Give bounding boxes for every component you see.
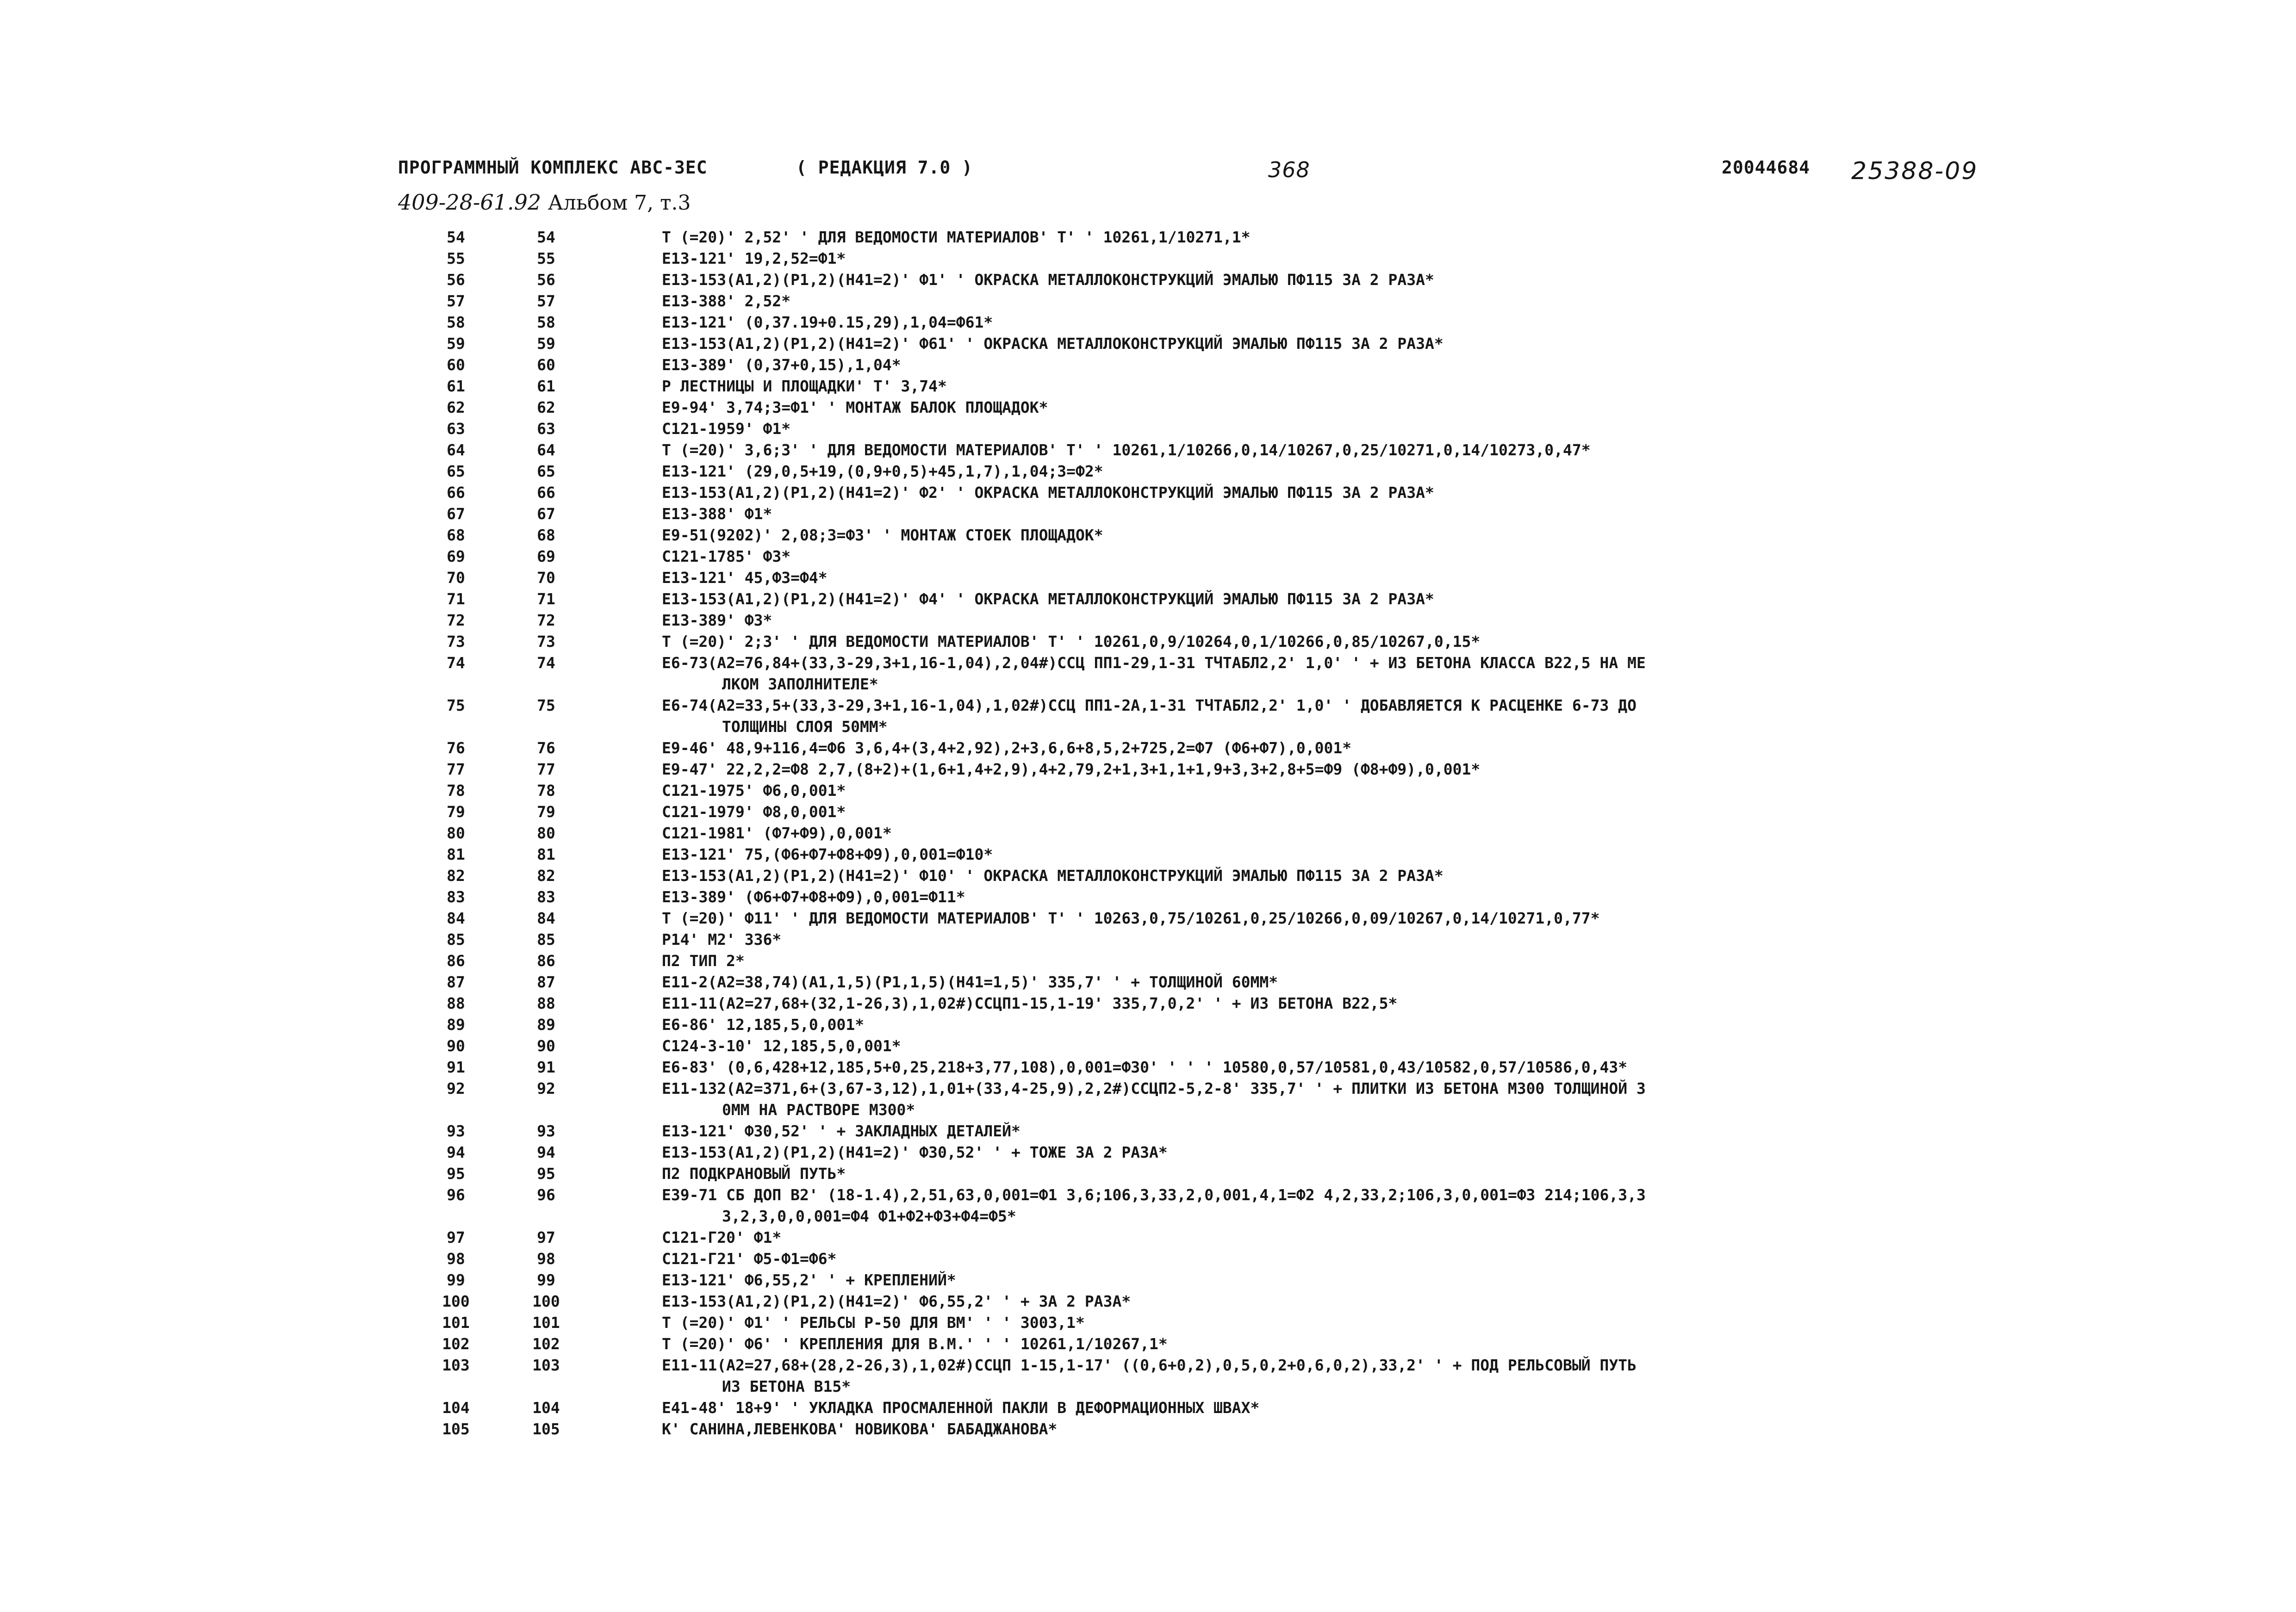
statement-number: 69: [537, 547, 555, 565]
line-number: 75: [447, 696, 465, 714]
statement-continuation: ТОЛЩИНЫ СЛОЯ 50ММ*: [722, 718, 888, 736]
listing-row: [0, 1035, 2036, 1057]
edition-label: ( РЕДАКЦИЯ 7.0 ): [796, 157, 973, 178]
line-number: 99: [447, 1271, 465, 1289]
statement-number: 94: [537, 1143, 555, 1161]
statement-number: 66: [537, 484, 555, 502]
statement-text: Т (=20)' 2;3' ' ДЛЯ ВЕДОМОСТИ МАТЕРИАЛОВ' Т' ' 10261,0,9/10264,0,1/10266,0,85/10267,0,15*: [662, 632, 1481, 651]
page-number: 368: [1268, 157, 1310, 182]
listing-row: [0, 652, 2036, 695]
statement-text: Е9-46' 48,9+116,4=Ф6 3,6,4+(3,4+2,92),2+3,6,6+8,5,2+725,2=Ф7 (Ф6+Ф7),0,001*: [662, 739, 1352, 757]
handwritten-doc-number: 25388-09: [1851, 157, 1979, 185]
line-number: 61: [447, 377, 465, 395]
document-code: 20044684: [1722, 157, 1811, 178]
listing-row: [0, 1355, 2036, 1397]
statement-number: 74: [537, 654, 555, 672]
listing-row: [0, 354, 2036, 376]
line-number: 96: [447, 1186, 465, 1204]
listing-row: [0, 1333, 2036, 1355]
statement-number: 67: [537, 505, 555, 523]
statement-text: Е13-153(А1,2)(Р1,2)(Н41=2)' Ф4' ' ОКРАСКА МЕТАЛЛОКОНСТРУКЦИЙ ЭМАЛЬЮ ПФ115 ЗА 2 РАЗА*: [662, 590, 1434, 608]
line-number: 83: [447, 888, 465, 906]
statement-text: Е13-121' Ф6,55,2' ' + КРЕПЛЕНИЙ*: [662, 1271, 956, 1289]
listing-row: [0, 312, 2036, 333]
statement-text: Е13-121' Ф30,52' ' + ЗАКЛАДНЫХ ДЕТАЛЕЙ*: [662, 1122, 1020, 1140]
line-number: 65: [447, 462, 465, 480]
line-number: 88: [447, 994, 465, 1012]
statement-number: 71: [537, 590, 555, 608]
statement-number: 105: [532, 1420, 560, 1438]
statement-text: С121-1979' Ф8,0,001*: [662, 803, 846, 821]
listing-row: [0, 908, 2036, 929]
line-number: 101: [442, 1314, 470, 1332]
line-number: 90: [447, 1037, 465, 1055]
line-number: 80: [447, 824, 465, 842]
statement-number: 99: [537, 1271, 555, 1289]
statement-text: П2 ТИП 2*: [662, 952, 745, 970]
line-number: 98: [447, 1250, 465, 1268]
line-number: 64: [447, 441, 465, 459]
statement-text: Е13-153(А1,2)(Р1,2)(Н41=2)' Ф10' ' ОКРАСКА МЕТАЛЛОКОНСТРУКЦИЙ ЭМАЛЬЮ ПФ115 ЗА 2 РАЗА*: [662, 867, 1444, 885]
line-number: 79: [447, 803, 465, 821]
listing-row: [0, 801, 2036, 823]
statement-text: Е9-94' 3,74;3=Ф1' ' МОНТАЖ БАЛОК ПЛОЩАДОК*: [662, 398, 1048, 416]
line-number: 78: [447, 781, 465, 800]
line-number: 73: [447, 632, 465, 651]
line-number: 71: [447, 590, 465, 608]
statement-text: Е13-389' (0,37+0,15),1,04*: [662, 356, 901, 374]
listing-row: [0, 546, 2036, 567]
listing-row: [0, 1078, 2036, 1121]
line-number: 54: [447, 228, 465, 246]
statement-text: П2 ПОДКРАНОВЫЙ ПУТЬ*: [662, 1165, 846, 1183]
statement-number: 64: [537, 441, 555, 459]
statement-text: Е13-153(А1,2)(Р1,2)(Н41=2)' Ф1' ' ОКРАСКА МЕТАЛЛОКОНСТРУКЦИЙ ЭМАЛЬЮ ПФ115 ЗА 2 РАЗА*: [662, 271, 1434, 289]
statement-number: 83: [537, 888, 555, 906]
album-reference: [398, 190, 691, 215]
listing-row: [0, 503, 2036, 525]
line-number: 76: [447, 739, 465, 757]
listing-row: [0, 291, 2036, 312]
statement-number: 75: [537, 696, 555, 714]
statement-number: 57: [537, 292, 555, 310]
listing-row: [0, 780, 2036, 801]
statement-text: Е41-48' 18+9' ' УКЛАДКА ПРОСМАЛЕННОЙ ПАКЛИ В ДЕФОРМАЦИОННЫХ ШВАХ*: [662, 1399, 1260, 1417]
line-number: 103: [442, 1356, 470, 1374]
listing-row: [0, 1163, 2036, 1184]
line-number: 55: [447, 249, 465, 267]
statement-text: С124-3-10' 12,185,5,0,001*: [662, 1037, 901, 1055]
statement-text: Р ЛЕСТНИЦЫ И ПЛОЩАДКИ' Т' 3,74*: [662, 377, 947, 395]
statement-text: Е13-389' (Ф6+Ф7+Ф8+Ф9),0,001=Ф11*: [662, 888, 965, 906]
line-number: 62: [447, 398, 465, 416]
statement-text: Т (=20)' 2,52' ' ДЛЯ ВЕДОМОСТИ МАТЕРИАЛОВ' Т' ' 10261,1/10271,1*: [662, 228, 1251, 246]
statement-text: Е39-71 СБ ДОП В2' (18-1.4),2,51,63,0,001=Ф1 3,6;106,3,33,2,0,001,4,1=Ф2 4,2,33,2;106,3,0,001=Ф3 214;106,3,3: [662, 1186, 1646, 1204]
line-number: 86: [447, 952, 465, 970]
listing-row: [0, 227, 2036, 248]
listing-row: [0, 1291, 2036, 1312]
statement-text: Р14' М2' 336*: [662, 930, 782, 949]
statement-text: Е6-73(А2=76,84+(33,3-29,3+1,16-1,04),2,04#)ССЦ ПП1-29,1-31 ТЧТАБЛ2,2' 1,0' ' + ИЗ БЕТОНА КЛАССА В22,5 НА МЕ: [662, 654, 1646, 672]
statement-text: Е13-121' (29,0,5+19,(0,9+0,5)+45,1,7),1,04;3=Ф2*: [662, 462, 1103, 480]
line-number: 57: [447, 292, 465, 310]
listing-row: [0, 269, 2036, 291]
statement-text: Е11-2(А2=38,74)(А1,1,5)(Р1,1,5)(Н41=1,5)' 335,7' ' + ТОЛЩИНОЙ 60ММ*: [662, 973, 1278, 991]
statement-number: 76: [537, 739, 555, 757]
listing-row: [0, 759, 2036, 780]
statement-number: 62: [537, 398, 555, 416]
statement-number: 82: [537, 867, 555, 885]
statement-text: Е11-132(А2=371,6+(3,67-3,12),1,01+(33,4-25,9),2,2#)ССЦП2-5,2-8' 335,7' ' + ПЛИТКИ ИЗ БЕТОНА М300 ТОЛЩИНОЙ 3: [662, 1079, 1646, 1097]
line-number: 105: [442, 1420, 470, 1438]
page-header: [398, 157, 2027, 190]
listing-row: [0, 525, 2036, 546]
listing-row: [0, 1227, 2036, 1248]
line-number: 60: [447, 356, 465, 374]
statement-text: Е13-121' 75,(Ф6+Ф7+Ф8+Ф9),0,001=Ф10*: [662, 845, 993, 863]
statement-text: Е13-389' Ф3*: [662, 611, 772, 629]
statement-number: 81: [537, 845, 555, 863]
listing-row: [0, 1184, 2036, 1227]
statement-number: 98: [537, 1250, 555, 1268]
listing-row: [0, 950, 2036, 972]
listing-row: [0, 1121, 2036, 1142]
statement-number: 55: [537, 249, 555, 267]
statement-number: 91: [537, 1058, 555, 1076]
listing-row: [0, 972, 2036, 993]
project-code: 409-28-61.92: [398, 190, 541, 215]
listing-row: [0, 589, 2036, 610]
statement-text: Е11-11(А2=27,68+(32,1-26,3),1,02#)ССЦП1-15,1-19' 335,7,0,2' ' + ИЗ БЕТОНА В22,5*: [662, 994, 1398, 1012]
listing-row: [0, 1142, 2036, 1163]
listing-row: [0, 1397, 2036, 1419]
listing-row: [0, 929, 2036, 950]
program-title: ПРОГРАММНЫЙ КОМПЛЕКС АВС-3ЕС: [398, 157, 708, 178]
statement-number: 61: [537, 377, 555, 395]
statement-number: 101: [532, 1314, 560, 1332]
statement-text: С121-1981' (Ф7+Ф9),0,001*: [662, 824, 892, 842]
statement-text: Т (=20)' 3,6;3' ' ДЛЯ ВЕДОМОСТИ МАТЕРИАЛОВ' Т' ' 10261,1/10266,0,14/10267,0,25/10271,0,14/10273,0,47*: [662, 441, 1591, 459]
statement-number: 95: [537, 1165, 555, 1183]
line-number: 93: [447, 1122, 465, 1140]
statement-text: Е6-83' (0,6,428+12,185,5+0,25,218+3,77,108),0,001=Ф30' ' ' ' 10580,0,57/10581,0,43/10582,0,57/10586,0,43*: [662, 1058, 1628, 1076]
statement-text: Е13-153(А1,2)(Р1,2)(Н41=2)' Ф2' ' ОКРАСКА МЕТАЛЛОКОНСТРУКЦИЙ ЭМАЛЬЮ ПФ115 ЗА 2 РАЗА*: [662, 484, 1434, 502]
statement-text: Е13-153(А1,2)(Р1,2)(Н41=2)' Ф30,52' ' + ТОЖЕ ЗА 2 РАЗА*: [662, 1143, 1168, 1161]
line-number: 77: [447, 760, 465, 778]
listing-row: [0, 695, 2036, 738]
line-number: 85: [447, 930, 465, 949]
statement-number: 93: [537, 1122, 555, 1140]
statement-text: К' САНИНА,ЛЕВЕНКОВА' НОВИКОВА' БАБАДЖАНОВА*: [662, 1420, 1058, 1438]
statement-number: 60: [537, 356, 555, 374]
line-number: 104: [442, 1399, 470, 1417]
statement-text: С121-1785' Ф3*: [662, 547, 791, 565]
statement-continuation: 3,2,3,0,0,001=Ф4 Ф1+Ф2+Ф3+Ф4=Ф5*: [722, 1207, 1016, 1225]
statement-text: С121-1959' Ф1*: [662, 420, 791, 438]
statement-text: Е13-121' (0,37.19+0.15,29),1,04=Ф61*: [662, 313, 993, 331]
listing-row: [0, 844, 2036, 865]
listing-row: [0, 1270, 2036, 1291]
line-number: 56: [447, 271, 465, 289]
statement-number: 90: [537, 1037, 555, 1055]
statement-text: Е6-74(А2=33,5+(33,3-29,3+1,16-1,04),1,02#)ССЦ ПП1-2А,1-31 ТЧТАБЛ2,2' 1,0' ' ДОБАВЛЯЕТСЯ К РАСЦЕНКЕ 6-73 ДО: [662, 696, 1636, 714]
line-number: 74: [447, 654, 465, 672]
line-number: 95: [447, 1165, 465, 1183]
line-number: 97: [447, 1228, 465, 1246]
statement-text: Т (=20)' Ф1' ' РЕЛЬСЫ Р-50 ДЛЯ ВМ' ' ' 3003,1*: [662, 1314, 1085, 1332]
statement-number: 86: [537, 952, 555, 970]
listing-row: [0, 397, 2036, 418]
statement-text: С121-Г20' Ф1*: [662, 1228, 782, 1246]
statement-number: 96: [537, 1186, 555, 1204]
statement-number: 54: [537, 228, 555, 246]
statement-text: Е11-11(А2=27,68+(28,2-26,3),1,02#)ССЦП 1-15,1-17' ((0,6+0,2),0,5,0,2+0,6,0,2),33,2' ' + ПОД РЕЛЬСОВЫЙ ПУТЬ: [662, 1356, 1636, 1374]
statement-number: 56: [537, 271, 555, 289]
listing-row: [0, 1057, 2036, 1078]
listing-row: [0, 567, 2036, 589]
listing-row: [0, 482, 2036, 503]
line-number: 92: [447, 1079, 465, 1097]
statement-number: 102: [532, 1335, 560, 1353]
line-number: 58: [447, 313, 465, 331]
listing-row: [0, 1248, 2036, 1270]
line-number: 87: [447, 973, 465, 991]
line-number: 70: [447, 569, 465, 587]
statement-number: 85: [537, 930, 555, 949]
statement-text: Е9-47' 22,2,2=Ф8 2,7,(8+2)+(1,6+1,4+2,9),4+2,79,2+1,3+1,1+1,9+3,3+2,8+5=Ф9 (Ф8+Ф9),0,001*: [662, 760, 1481, 778]
statement-text: Е13-388' 2,52*: [662, 292, 791, 310]
statement-number: 59: [537, 335, 555, 353]
statement-text: С121-1975' Ф6,0,001*: [662, 781, 846, 800]
line-number: 100: [442, 1292, 470, 1310]
statement-number: 79: [537, 803, 555, 821]
line-number: 59: [447, 335, 465, 353]
line-number: 67: [447, 505, 465, 523]
line-number: 72: [447, 611, 465, 629]
listing-row: [0, 461, 2036, 482]
statement-continuation: ИЗ БЕТОНА В15*: [722, 1377, 851, 1395]
statement-number: 68: [537, 526, 555, 544]
listing-row: [0, 1312, 2036, 1333]
line-number: 91: [447, 1058, 465, 1076]
statement-number: 84: [537, 909, 555, 927]
listing-row: [0, 1419, 2036, 1440]
statement-number: 97: [537, 1228, 555, 1246]
statement-number: 104: [532, 1399, 560, 1417]
listing-row: [0, 738, 2036, 759]
album-label: Альбом 7, т.3: [548, 191, 691, 215]
listing-row: [0, 610, 2036, 631]
statement-number: 87: [537, 973, 555, 991]
listing-row: [0, 823, 2036, 844]
line-number: 102: [442, 1335, 470, 1353]
listing-body: [0, 227, 2036, 1440]
listing-row: [0, 418, 2036, 440]
statement-number: 100: [532, 1292, 560, 1310]
statement-text: Е13-153(А1,2)(Р1,2)(Н41=2)' Ф6,55,2' ' + ЗА 2 РАЗА*: [662, 1292, 1131, 1310]
statement-text: Т (=20)' Ф6' ' КРЕПЛЕНИЯ ДЛЯ В.М.' ' ' 10261,1/10267,1*: [662, 1335, 1168, 1353]
statement-text: Т (=20)' Ф11' ' ДЛЯ ВЕДОМОСТИ МАТЕРИАЛОВ' Т' ' 10263,0,75/10261,0,25/10266,0,09/10267,0,14/10271,0,77*: [662, 909, 1600, 927]
statement-number: 88: [537, 994, 555, 1012]
statement-continuation: ЛКОМ ЗАПОЛНИТЕЛЕ*: [722, 675, 878, 693]
statement-number: 63: [537, 420, 555, 438]
line-number: 84: [447, 909, 465, 927]
statement-text: С121-Г21' Ф5-Ф1=Ф6*: [662, 1250, 837, 1268]
listing-row: [0, 993, 2036, 1014]
listing-row: [0, 631, 2036, 652]
line-number: 89: [447, 1016, 465, 1034]
listing-row: [0, 887, 2036, 908]
statement-number: 72: [537, 611, 555, 629]
line-number: 68: [447, 526, 465, 544]
statement-number: 103: [532, 1356, 560, 1374]
statement-text: Е13-153(А1,2)(Р1,2)(Н41=2)' Ф61' ' ОКРАСКА МЕТАЛЛОКОНСТРУКЦИЙ ЭМАЛЬЮ ПФ115 ЗА 2 РАЗА*: [662, 335, 1444, 353]
statement-number: 89: [537, 1016, 555, 1034]
statement-number: 65: [537, 462, 555, 480]
listing-row: [0, 865, 2036, 887]
statement-continuation: 0ММ НА РАСТВОРЕ М300*: [722, 1101, 915, 1119]
listing-row: [0, 1014, 2036, 1035]
line-number: 63: [447, 420, 465, 438]
statement-text: Е13-121' 45,Ф3=Ф4*: [662, 569, 828, 587]
statement-number: 78: [537, 781, 555, 800]
line-number: 94: [447, 1143, 465, 1161]
statement-number: 73: [537, 632, 555, 651]
statement-text: Е13-121' 19,2,52=Ф1*: [662, 249, 846, 267]
statement-number: 80: [537, 824, 555, 842]
listing-row: [0, 440, 2036, 461]
statement-number: 92: [537, 1079, 555, 1097]
line-number: 69: [447, 547, 465, 565]
statement-number: 70: [537, 569, 555, 587]
line-number: 82: [447, 867, 465, 885]
statement-number: 77: [537, 760, 555, 778]
listing-row: [0, 248, 2036, 269]
statement-number: 58: [537, 313, 555, 331]
statement-text: Е9-51(9202)' 2,08;3=Ф3' ' МОНТАЖ СТОЕК ПЛОЩАДОК*: [662, 526, 1103, 544]
listing-row: [0, 333, 2036, 354]
statement-text: Е6-86' 12,185,5,0,001*: [662, 1016, 865, 1034]
listing-row: [0, 376, 2036, 397]
line-number: 66: [447, 484, 465, 502]
line-number: 81: [447, 845, 465, 863]
statement-text: Е13-388' Ф1*: [662, 505, 772, 523]
